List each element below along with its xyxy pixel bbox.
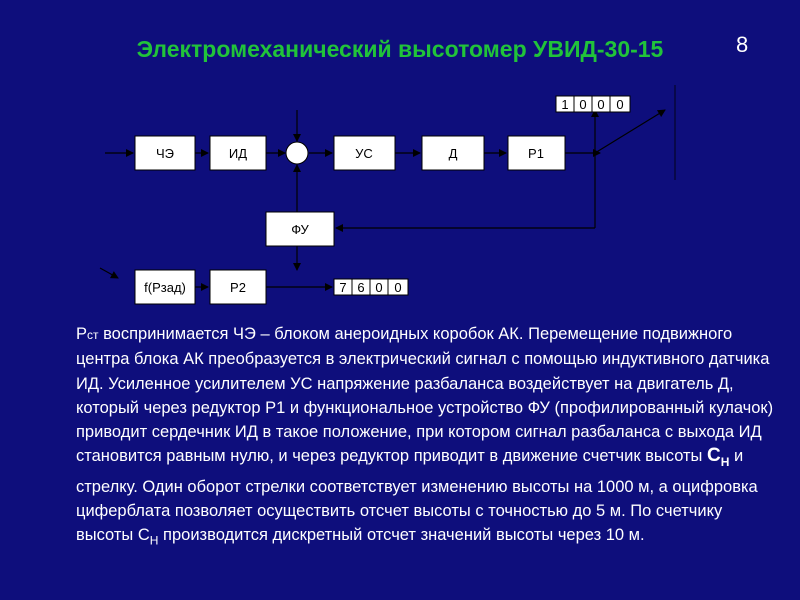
block-d (422, 136, 484, 170)
counter-bottom (334, 279, 408, 295)
pzad-input-arrow (100, 268, 118, 278)
slide-title: Электромеханический высотомер УВИД-30-15 (136, 36, 664, 62)
body-text-part-2: и стрелку. Один оборот стрелки соответствует изменению высоты на 1000 м, а оцифровка циферблата позволяет осуществить отсчет высоты с точностью до 5 м. По счетчику высоты С (76, 447, 758, 545)
hn-sub-2: Н (149, 533, 159, 548)
counter-top-digit: 1 (561, 97, 569, 112)
counter-top-digit: 0 (597, 97, 605, 112)
p-ct-sub: ст (87, 328, 99, 342)
counter-top-digit: 0 (579, 97, 587, 112)
block-che-label: ЧЭ (155, 146, 175, 161)
p-ct-main: Р (76, 325, 88, 343)
p-ct-label (76, 325, 99, 343)
counter-bottom-digit: 0 (394, 280, 402, 295)
block-us (334, 136, 395, 170)
counter-bottom-digit: 7 (339, 280, 347, 295)
block-fpzad-label: f(Рзад) (144, 280, 186, 295)
block-r1-label: Р1 (528, 146, 544, 161)
page-number: 8 (736, 32, 749, 57)
body-text (76, 322, 776, 553)
block-p2 (210, 270, 266, 304)
block-p2-label: Р2 (230, 280, 246, 295)
counter-top-digit: 0 (616, 97, 624, 112)
pointer-arrow (595, 110, 665, 153)
body-text-part-1: воспринимается ЧЭ – блоком анероидных коробок АК. Перемещение подвижного центра блока АК преобразуется в электрический сигнал с помощью индуктивного датчика ИД. Усиленное усилителем УС напряжение разбаланса воздействует на двигатель Д, который через редуктор Р1 и функциональное устройство ФУ (профилированный кулачок) приводит сердечник ИД в такое положение, при котором сигнал разбаланса с выхода ИД становится равным нулю, и через редуктор приводит в движение счетчик высоты (76, 325, 774, 466)
block-fpzad (135, 270, 195, 304)
block-d-label: Д (448, 146, 458, 161)
hn-main: С (707, 445, 721, 467)
body-text-part-3: производится дискретный отсчет значений высоты через 10 м. (158, 526, 645, 545)
hn-sub: Н (720, 455, 730, 470)
signal-lines (100, 85, 675, 287)
block-che (135, 136, 195, 170)
block-id-label: ИД (228, 146, 248, 161)
hn-label (707, 445, 730, 470)
block-us-label: УС (355, 146, 373, 161)
summing-node (286, 142, 308, 164)
block-r1 (508, 136, 565, 170)
counter-bottom-digit: 6 (357, 280, 365, 295)
counter-bottom-digit: 0 (375, 280, 383, 295)
block-fu-label: ФУ (291, 222, 309, 237)
block-fu (266, 212, 334, 246)
counter-top (556, 96, 630, 112)
block-id (210, 136, 266, 170)
